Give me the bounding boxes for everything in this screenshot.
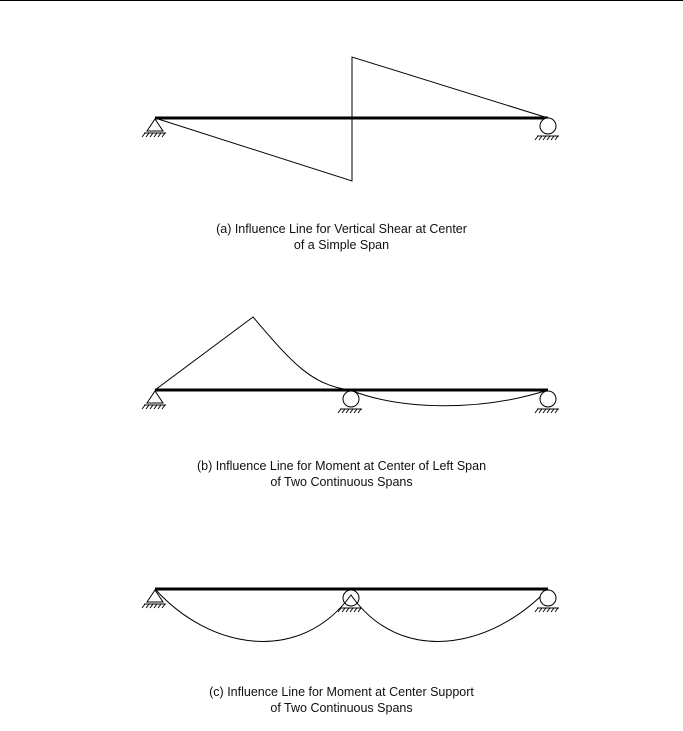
caption-c	[0, 684, 683, 716]
pin-support-left-b	[142, 391, 166, 409]
roller-support-right-a	[535, 118, 559, 140]
caption-a	[0, 221, 683, 253]
caption-a-line1: (a) Influence Line for Vertical Shear at Center	[216, 222, 467, 236]
panel-a	[142, 57, 559, 181]
caption-b-line1: (b) Influence Line for Moment at Center of Left Span	[196, 459, 487, 473]
roller-support-right-c	[535, 590, 559, 612]
panel-b	[142, 317, 559, 413]
caption-c-line2: of Two Continuous Spans	[270, 701, 413, 715]
panel-c	[142, 589, 559, 641]
caption-a-line2: of a Simple Span	[293, 238, 390, 252]
pin-support-left-c	[142, 590, 166, 608]
roller-support-right-b	[535, 391, 559, 413]
roller-support-middle-b	[338, 391, 362, 413]
caption-b	[0, 458, 683, 490]
caption-b-line2: of Two Continuous Spans	[270, 475, 413, 489]
pin-support-left-a	[142, 119, 166, 137]
influence-line-moment-center-support	[155, 589, 548, 641]
caption-c-line1: (c) Influence Line for Moment at Center Support	[209, 685, 474, 699]
roller-support-middle-c	[338, 590, 362, 612]
